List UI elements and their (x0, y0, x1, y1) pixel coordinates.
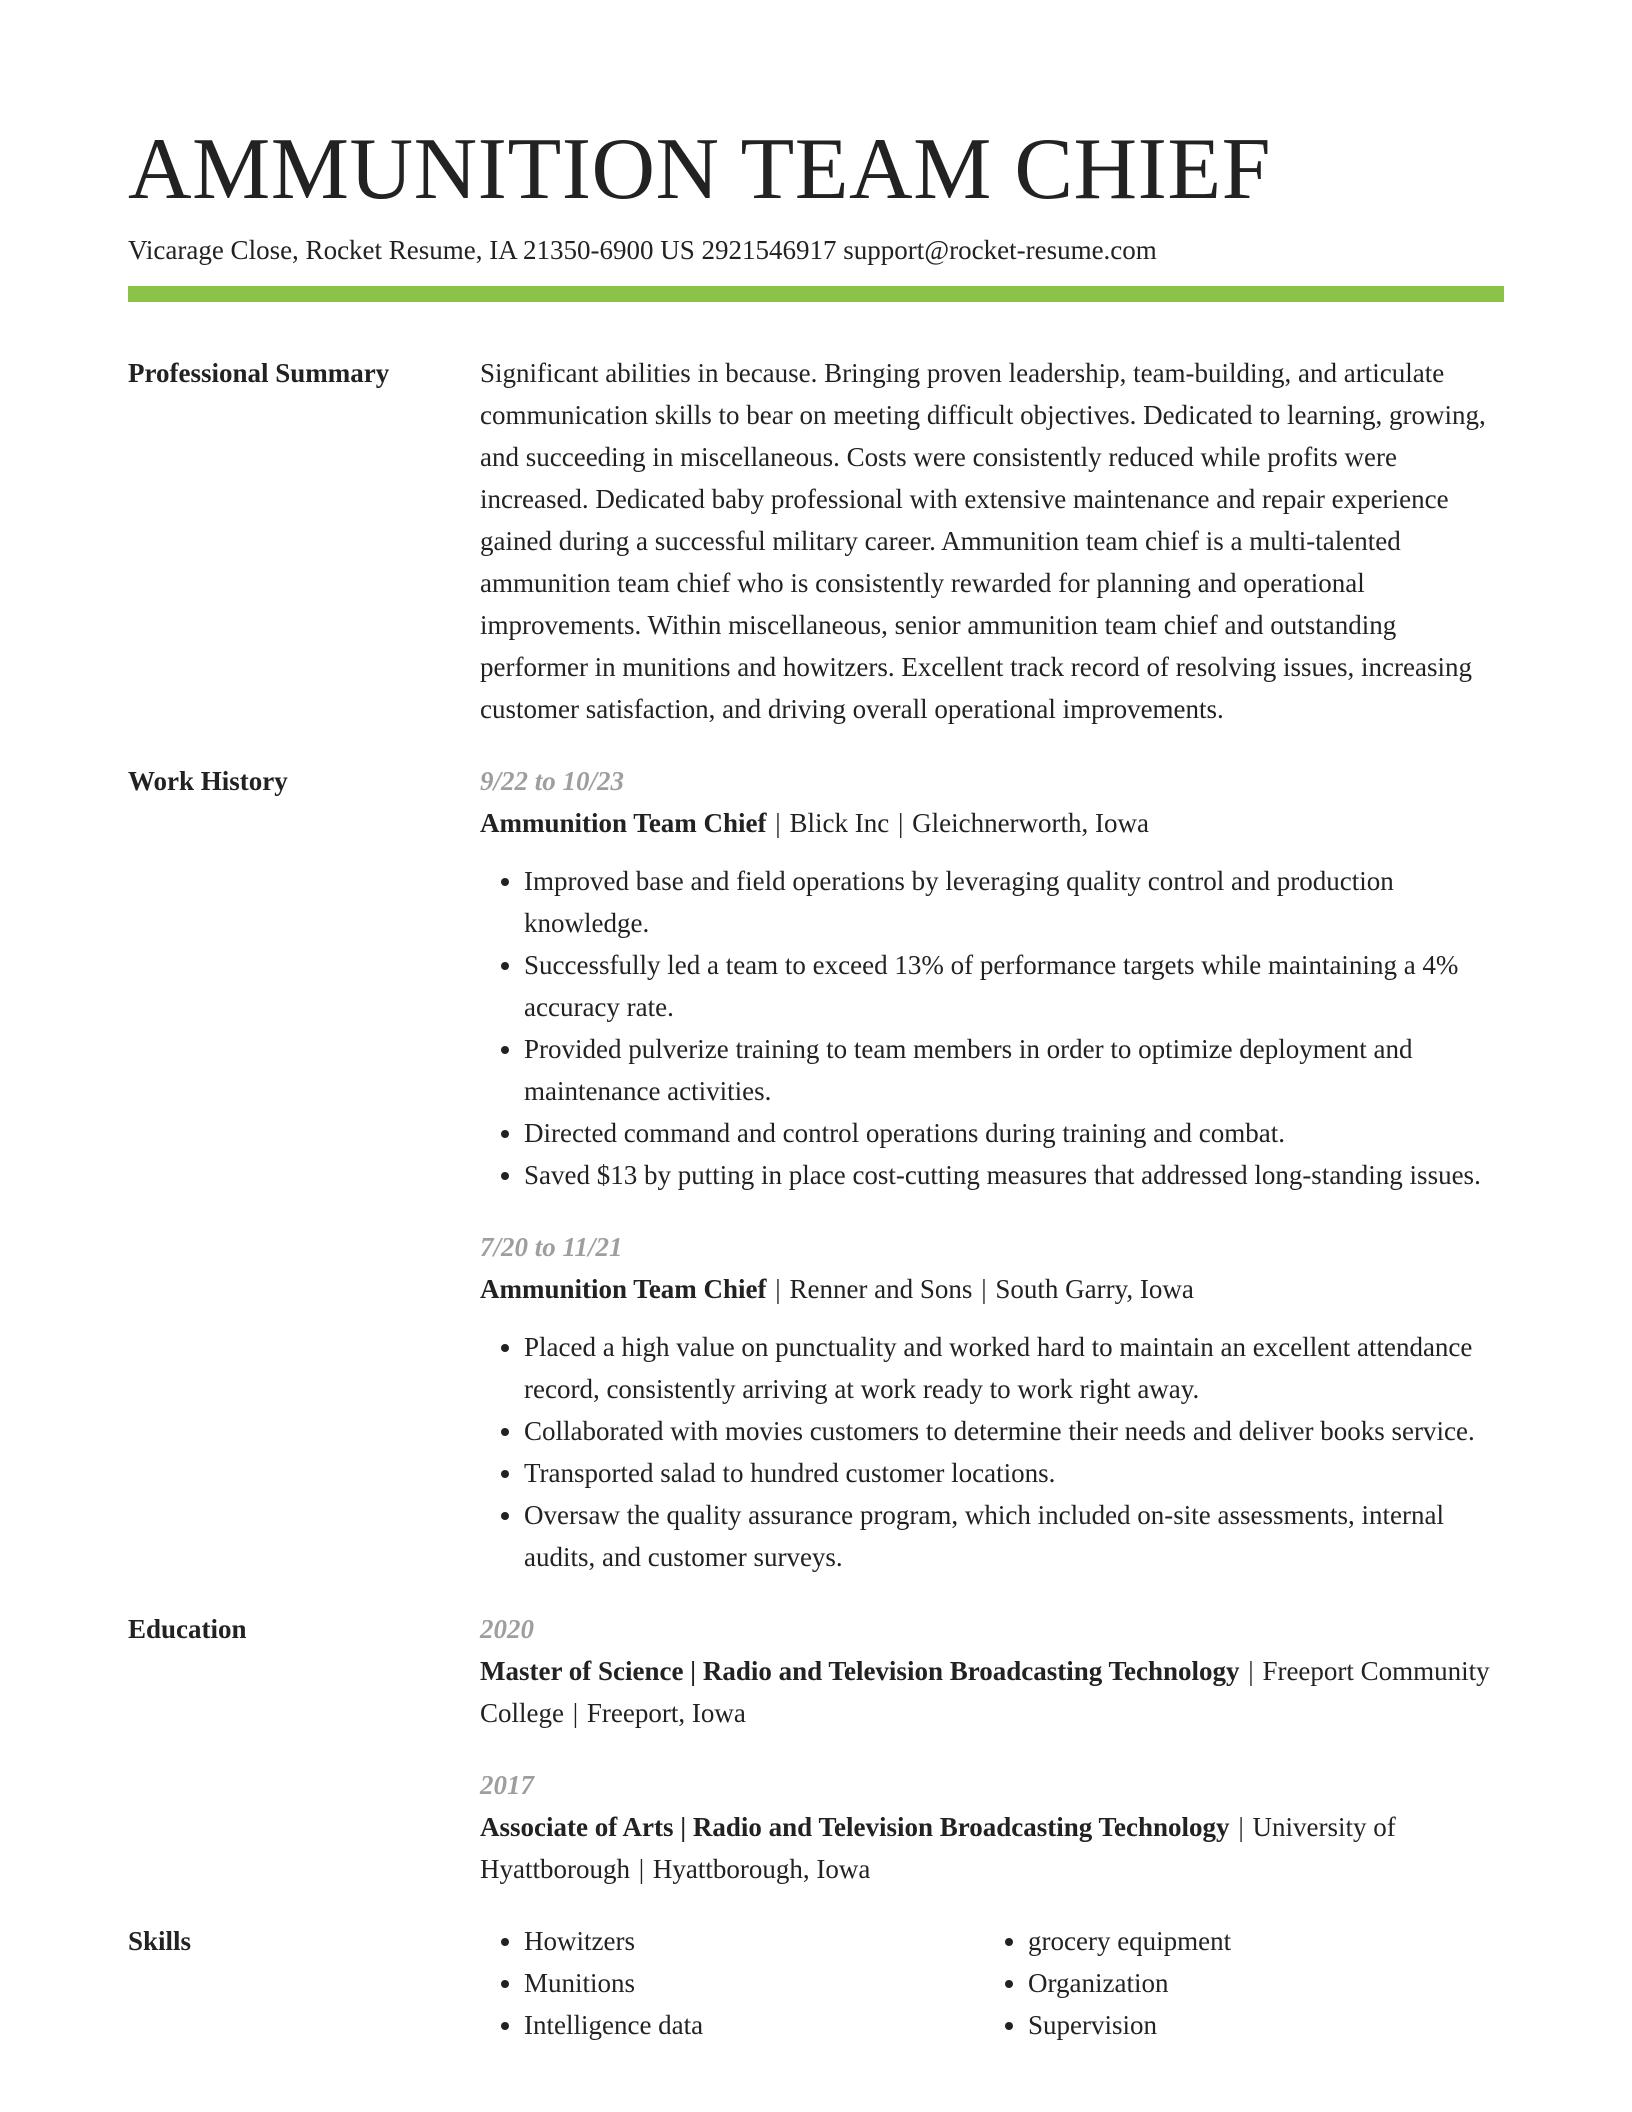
resume-name: AMMUNITION TEAM CHIEF (128, 121, 1272, 218)
education-year: 2020 (480, 1614, 534, 1644)
skill-item: • Howitzers (524, 1920, 984, 1962)
job-entry (480, 1226, 1504, 1578)
skill-item: • Organization (1028, 1962, 1488, 2004)
job-location: South Garry, Iowa (995, 1274, 1194, 1304)
education-location: Freeport, Iowa (586, 1698, 746, 1728)
education-institution: University of Hyattborough (480, 1812, 1396, 1884)
job-bullet: • Transported salad to hundred customer locations. (524, 1452, 1504, 1494)
job-location: Gleichnerworth, Iowa (912, 808, 1150, 838)
education-institution: Freeport Community College (480, 1656, 1490, 1728)
job-header: Ammunition Team Chief | Blick Inc | Gleichnerworth, Iowa (480, 808, 1150, 838)
section-label-summary: Professional Summary (128, 358, 390, 388)
job-bullets (480, 860, 1504, 1196)
education-section (128, 1608, 1504, 1890)
education-degree: Master of Science | Radio and Television Broadcasting Technology (480, 1656, 1240, 1686)
job-bullet: • Improved base and field operations by leveraging quality control and production knowledge. (524, 860, 1504, 944)
section-label-skills: Skills (128, 1926, 192, 1956)
summary-text: Significant abilities in because. Bringing proven leadership, team-building, and articulate communication skills to bear on meeting difficult objectives. Dedicated to learning, growing, and succeeding in miscellaneous. Costs were consistently reduced while profits were increased. Dedicated baby professional with extensive maintenance and repair experience gained during a successful military career. Ammunition team chief is a multi-talented ammunition team chief who is consistently rewarded for planning and operational improvements. Within miscellaneous, senior ammunition team chief and outstanding performer in munitions and howitzers. Excellent track record of resolving issues, increasing customer satisfaction, and driving overall operational improvements. (480, 358, 1486, 724)
education-year: 2017 (480, 1770, 534, 1800)
education-location: Hyattborough, Iowa (652, 1854, 871, 1884)
education-header: Associate of Arts | Radio and Television Broadcasting Technology | University of Hyattborough | Hyattborough, Iowa (480, 1812, 1396, 1884)
job-company: Blick Inc (789, 808, 890, 838)
job-bullet: • Saved $13 by putting in place cost-cutting measures that addressed long-standing issues. (524, 1154, 1504, 1196)
work-history-section (128, 760, 1504, 1578)
header-divider (128, 286, 1504, 302)
education-degree: Associate of Arts | Radio and Television Broadcasting Technology (480, 1812, 1230, 1842)
education-header: Master of Science | Radio and Television Broadcasting Technology | Freeport Community College | Freeport, Iowa (480, 1656, 1490, 1728)
job-title: Ammunition Team Chief (480, 1274, 767, 1304)
education-entry (480, 1764, 1504, 1890)
skill-item: • Supervision (1028, 2004, 1488, 2046)
skill-item: • Munitions (524, 1962, 984, 2004)
skills-column-right (984, 1920, 1488, 2046)
job-bullets (480, 1326, 1504, 1578)
job-bullet: • Directed command and control operations during training and combat. (524, 1112, 1504, 1154)
skills-section (128, 1920, 1504, 2046)
skill-item: • grocery equipment (1028, 1920, 1488, 1962)
job-bullet: • Collaborated with movies customers to determine their needs and deliver books service. (524, 1410, 1504, 1452)
section-label-education: Education (128, 1614, 247, 1644)
section-label-work-history: Work History (128, 766, 288, 796)
job-entry (480, 760, 1504, 1196)
skills-grid (480, 1920, 1504, 2046)
work-history-list (480, 760, 1504, 1578)
job-bullet: • Provided pulverize training to team members in order to optimize deployment and maintenance activities. (524, 1028, 1504, 1112)
job-bullet: • Placed a high value on punctuality and worked hard to maintain an excellent attendance record, consistently arriving at work ready to work right away. (524, 1326, 1504, 1410)
job-bullet: • Successfully led a team to exceed 13% of performance targets while maintaining a 4% accuracy rate. (524, 944, 1504, 1028)
job-bullet: • Oversaw the quality assurance program, which included on-site assessments, internal audits, and customer surveys. (524, 1494, 1504, 1578)
job-dates: 9/22 to 10/23 (480, 766, 625, 796)
job-dates: 7/20 to 11/21 (480, 1232, 623, 1262)
skill-item: • Intelligence data (524, 2004, 984, 2046)
job-header: Ammunition Team Chief | Renner and Sons | South Garry, Iowa (480, 1274, 1194, 1304)
resume-page (128, 0, 1504, 2046)
education-entry (480, 1608, 1504, 1734)
contact-line: Vicarage Close, Rocket Resume, IA 21350-6900 US 2921546917 support@rocket-resume.com (128, 235, 1157, 265)
education-list (480, 1608, 1504, 1890)
job-company: Renner and Sons (789, 1274, 973, 1304)
skills-column-left (480, 1920, 984, 2046)
summary-section (128, 352, 1504, 730)
job-title: Ammunition Team Chief (480, 808, 767, 838)
